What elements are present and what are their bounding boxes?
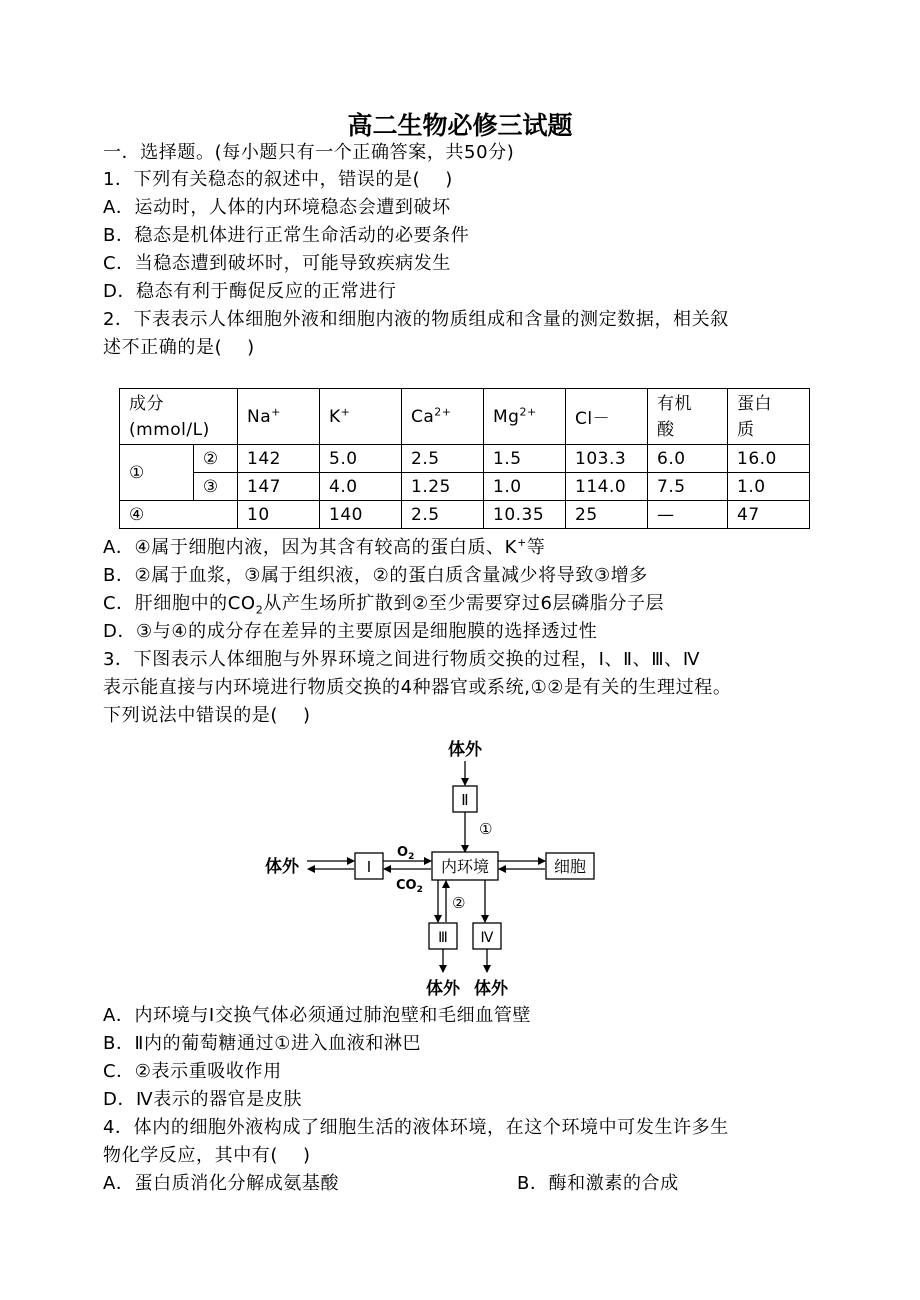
cell-label: 细胞 — [553, 857, 587, 876]
header-na: Na+ — [238, 389, 320, 445]
composition-table — [119, 388, 810, 529]
co2-label: $CO_2$ — [396, 878, 423, 895]
q4-option-a: A．蛋白质消化分解成氨基酸 — [103, 1173, 340, 1194]
box-III-label: Ⅲ — [438, 930, 448, 946]
table-cell: 7.5 — [648, 473, 728, 501]
header-protein: 蛋白 质 — [728, 389, 810, 445]
table-row — [120, 445, 810, 473]
q1-option-c: C．当稳态遭到破坏时，可能导致疾病发生 — [103, 253, 451, 274]
q3-stem-line1: 3．下图表示人体细胞与外界环境之间进行物质交换的过程，Ⅰ、Ⅱ、Ⅲ、Ⅳ — [103, 649, 701, 670]
table-cell: 10.35 — [484, 501, 566, 529]
table-cell: 16.0 — [728, 445, 810, 473]
q2-option-c: C．肝细胞中的$CO_2$从产生场所扩散到②至少需要穿过6层磷脂分子层 — [103, 593, 665, 617]
table-cell: — — [648, 501, 728, 529]
header-k: K+ — [320, 389, 402, 445]
table-cell: 1.0 — [728, 473, 810, 501]
section-heading: 一．选择题。(每小题只有一个正确答案，共50分) — [103, 142, 515, 163]
table-cell: 1.25 — [402, 473, 484, 501]
table-cell: 140 — [320, 501, 402, 529]
q3-option-c: C．②表示重吸收作用 — [103, 1061, 282, 1082]
q3-option-a: A．内环境与Ⅰ交换气体必须通过肺泡壁和毛细血管壁 — [103, 1005, 532, 1026]
page-title: 高二生物必修三试题 — [347, 111, 573, 140]
row-label: ④ — [120, 501, 238, 529]
q1-stem: 1．下列有关稳态的叙述中，错误的是( ) — [103, 169, 453, 190]
box-I-label: Ⅰ — [366, 858, 372, 876]
process-1-label: ① — [479, 820, 493, 838]
process-2-label: ② — [452, 894, 466, 912]
table-cell: 2.5 — [402, 501, 484, 529]
q2-option-b: B．②属于血浆，③属于组织液，②的蛋白质含量减少将导致③增多 — [103, 565, 648, 586]
label-outside-left: 体外 — [265, 857, 299, 877]
header-label-1: 成分 — [129, 393, 164, 414]
box-II-label: Ⅱ — [461, 791, 469, 809]
label-outside-bottom-1: 体外 — [426, 979, 460, 999]
table-row — [120, 473, 810, 501]
q2-option-d: D．③与④的成分存在差异的主要原因是细胞膜的选择透过性 — [103, 621, 598, 642]
row-label: ② — [193, 445, 237, 473]
table-cell: 1.0 — [484, 473, 566, 501]
table-cell: 1.5 — [484, 445, 566, 473]
exchange-diagram — [255, 730, 605, 1002]
q4-option-b: B．酶和激素的合成 — [517, 1173, 679, 1194]
q3-stem-line2: 表示能直接与内环境进行物质交换的4种器官或系统,①②是有关的生理过程。 — [103, 677, 732, 698]
q4-stem-line2: 物化学反应，其中有( ) — [103, 1145, 311, 1166]
q4-stem-line1: 4．体内的细胞外液构成了细胞生活的液体环境，在这个环境中可发生许多生 — [103, 1117, 729, 1138]
o2-label: $O_2$ — [397, 845, 415, 862]
label-outside-top: 体外 — [448, 740, 482, 760]
header-ca: $Ca^{2+}$ — [402, 389, 484, 445]
table-cell: 10 — [238, 501, 320, 529]
q2-stem-line2: 述不正确的是( ) — [103, 337, 255, 358]
table-cell: 4.0 — [320, 473, 402, 501]
q3-option-b: B．Ⅱ内的葡萄糖通过①进入血液和淋巴 — [103, 1033, 422, 1054]
group1-label: ① — [120, 445, 194, 501]
box-IV-label: Ⅳ — [480, 930, 494, 946]
table-cell: 47 — [728, 501, 810, 529]
q1-option-b: B．稳态是机体进行正常生命活动的必要条件 — [103, 225, 470, 246]
table-cell: 103.3 — [566, 445, 648, 473]
header-organic-acid: 有机 酸 — [648, 389, 728, 445]
table-header-row — [120, 389, 810, 445]
internal-environment-label: 内环境 — [440, 857, 490, 876]
q1-option-a: A．运动时，人体的内环境稳态会遭到破坏 — [103, 197, 451, 218]
row-label: ③ — [193, 473, 237, 501]
table-cell: 6.0 — [648, 445, 728, 473]
header-label-2: (mmol/L) — [129, 419, 210, 440]
table-row — [120, 501, 810, 529]
header-mg: $Mg^{2+}$ — [484, 389, 566, 445]
table-cell: 25 — [566, 501, 648, 529]
label-outside-bottom-2: 体外 — [474, 979, 508, 999]
q2-option-a: A．④属于细胞内液，因为其含有较高的蛋白质、K+等 — [103, 536, 546, 558]
table-cell: 147 — [238, 473, 320, 501]
table-cell: 5.0 — [320, 445, 402, 473]
q2-stem-line1: 2．下表表示人体细胞外液和细胞内液的物质组成和含量的测定数据，相关叙 — [103, 309, 729, 330]
q3-option-d: D．Ⅳ表示的器官是皮肤 — [103, 1089, 303, 1110]
header-component — [120, 389, 238, 445]
table-cell: 142 — [238, 445, 320, 473]
header-cl: Cl－ — [566, 389, 648, 445]
q1-option-d: D．稳态有利于酶促反应的正常进行 — [103, 281, 397, 302]
table-cell: 2.5 — [402, 445, 484, 473]
table-cell: 114.0 — [566, 473, 648, 501]
q3-stem-line3: 下列说法中错误的是( ) — [103, 705, 311, 726]
